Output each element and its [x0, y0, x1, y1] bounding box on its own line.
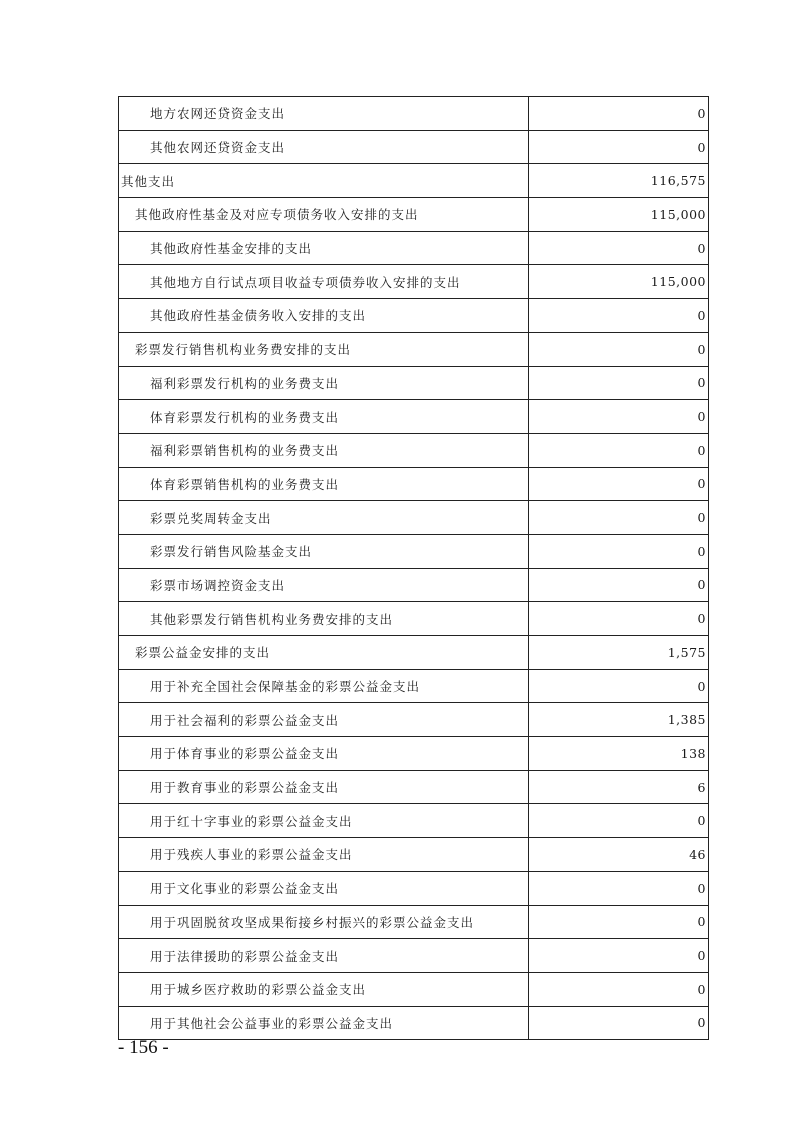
expenditure-table-body [119, 97, 709, 1040]
table-row [119, 332, 709, 366]
row-value: 0 [529, 972, 709, 1006]
row-label: 其他地方自行试点项目收益专项债券收入安排的支出 [119, 265, 529, 299]
table-row [119, 467, 709, 501]
table-row [119, 198, 709, 232]
row-value: 1,575 [529, 636, 709, 670]
table-row [119, 164, 709, 198]
table-row [119, 871, 709, 905]
table-row [119, 939, 709, 973]
table-row [119, 366, 709, 400]
row-label: 其他彩票发行销售机构业务费安排的支出 [119, 602, 529, 636]
row-label: 彩票市场调控资金支出 [119, 568, 529, 602]
row-value: 0 [529, 97, 709, 131]
row-label: 用于社会福利的彩票公益金支出 [119, 703, 529, 737]
table-row [119, 804, 709, 838]
table-row [119, 130, 709, 164]
page-number: - 156 - [118, 1037, 169, 1058]
table-row [119, 905, 709, 939]
row-value: 0 [529, 501, 709, 535]
table-row [119, 770, 709, 804]
table-row [119, 97, 709, 131]
row-value: 0 [529, 467, 709, 501]
row-label: 其他支出 [119, 164, 529, 198]
table-row [119, 299, 709, 333]
row-label: 其他政府性基金安排的支出 [119, 231, 529, 265]
row-value: 6 [529, 770, 709, 804]
row-label: 彩票兑奖周转金支出 [119, 501, 529, 535]
table-row [119, 400, 709, 434]
row-label: 用于教育事业的彩票公益金支出 [119, 770, 529, 804]
row-label: 福利彩票销售机构的业务费支出 [119, 433, 529, 467]
row-value: 0 [529, 568, 709, 602]
row-value: 0 [529, 366, 709, 400]
row-value: 0 [529, 939, 709, 973]
row-label: 用于红十字事业的彩票公益金支出 [119, 804, 529, 838]
row-label: 其他政府性基金及对应专项债务收入安排的支出 [119, 198, 529, 232]
row-value: 0 [529, 299, 709, 333]
row-label: 体育彩票销售机构的业务费支出 [119, 467, 529, 501]
table-row [119, 972, 709, 1006]
row-value: 115,000 [529, 198, 709, 232]
row-label: 地方农网还贷资金支出 [119, 97, 529, 131]
table-row [119, 703, 709, 737]
row-label: 用于法律援助的彩票公益金支出 [119, 939, 529, 973]
row-label: 用于城乡医疗救助的彩票公益金支出 [119, 972, 529, 1006]
table-row [119, 265, 709, 299]
row-value: 0 [529, 534, 709, 568]
row-label: 体育彩票发行机构的业务费支出 [119, 400, 529, 434]
row-value: 0 [529, 332, 709, 366]
row-label: 其他政府性基金债务收入安排的支出 [119, 299, 529, 333]
row-value: 46 [529, 838, 709, 872]
table-row [119, 568, 709, 602]
expenditure-table [118, 96, 709, 1040]
row-value: 0 [529, 905, 709, 939]
row-value: 0 [529, 669, 709, 703]
row-label: 用于其他社会公益事业的彩票公益金支出 [119, 1006, 529, 1040]
table-row [119, 602, 709, 636]
row-label: 用于残疾人事业的彩票公益金支出 [119, 838, 529, 872]
row-value: 0 [529, 400, 709, 434]
table-row [119, 1006, 709, 1040]
table-row [119, 838, 709, 872]
row-value: 0 [529, 602, 709, 636]
row-value: 0 [529, 433, 709, 467]
row-label: 彩票发行销售风险基金支出 [119, 534, 529, 568]
row-value: 116,575 [529, 164, 709, 198]
row-value: 1,385 [529, 703, 709, 737]
table-row [119, 501, 709, 535]
table-row [119, 669, 709, 703]
row-label: 彩票发行销售机构业务费安排的支出 [119, 332, 529, 366]
row-label: 用于补充全国社会保障基金的彩票公益金支出 [119, 669, 529, 703]
row-label: 用于文化事业的彩票公益金支出 [119, 871, 529, 905]
row-label: 彩票公益金安排的支出 [119, 636, 529, 670]
row-value: 0 [529, 1006, 709, 1040]
row-value: 138 [529, 737, 709, 771]
row-label: 福利彩票发行机构的业务费支出 [119, 366, 529, 400]
table-row [119, 433, 709, 467]
row-value: 0 [529, 871, 709, 905]
row-label: 其他农网还贷资金支出 [119, 130, 529, 164]
row-label: 用于体育事业的彩票公益金支出 [119, 737, 529, 771]
row-value: 0 [529, 804, 709, 838]
table-row [119, 636, 709, 670]
row-value: 115,000 [529, 265, 709, 299]
table-row [119, 231, 709, 265]
row-value: 0 [529, 231, 709, 265]
table-row [119, 534, 709, 568]
row-label: 用于巩固脱贫攻坚成果衔接乡村振兴的彩票公益金支出 [119, 905, 529, 939]
table-row [119, 737, 709, 771]
row-value: 0 [529, 130, 709, 164]
